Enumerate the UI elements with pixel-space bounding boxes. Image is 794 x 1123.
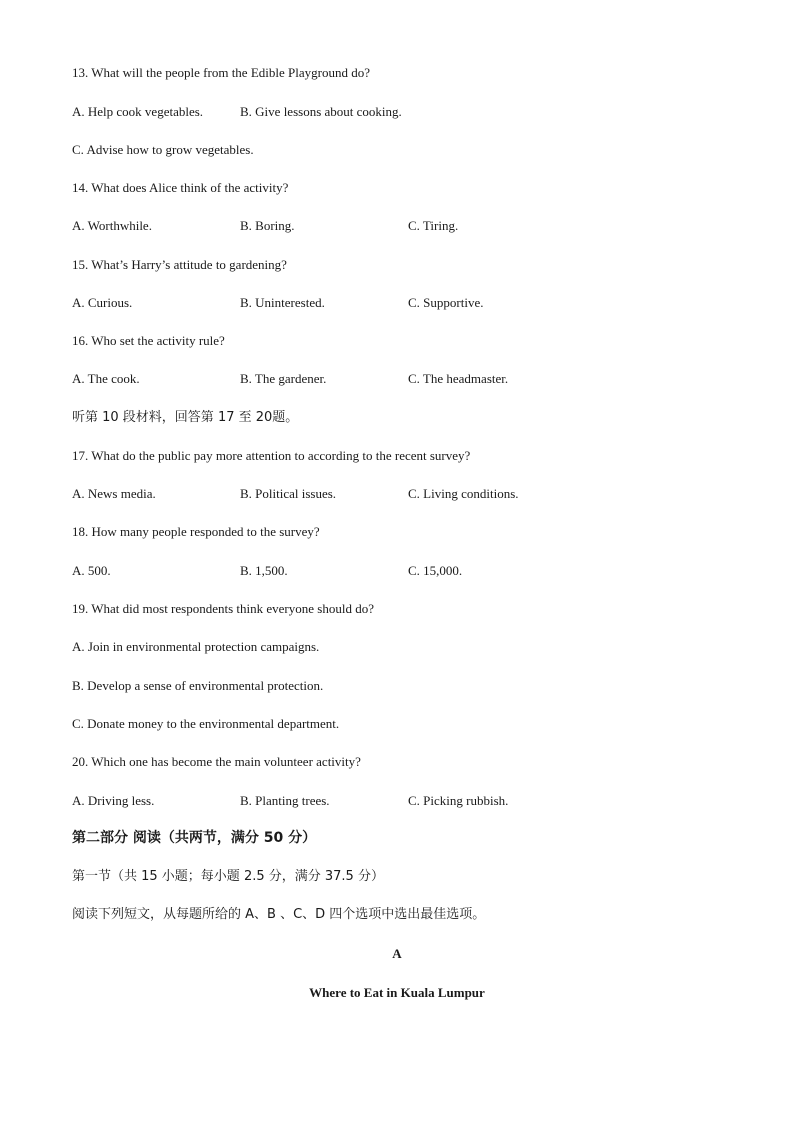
option-c: C. 15,000. [408, 563, 463, 578]
option-a: A. Curious. [72, 295, 133, 310]
option-b: B. 1,500. [240, 563, 288, 578]
part-two-heading: 第二部分 阅读（共两节，满分 50 分） [72, 830, 317, 846]
passage-title: Where to Eat in Kuala Lumpur [309, 985, 485, 1000]
section-one-heading: 第一节（共 15 小题；每小题 2.5 分，满分 37.5 分） [72, 869, 384, 884]
question-18: 18. How many people responded to the survey? [72, 524, 320, 539]
option-a: A. The cook. [72, 371, 140, 386]
option-c: C. Picking rubbish. [408, 793, 509, 808]
option-b: B. Uninterested. [240, 295, 325, 310]
option-a: A. Join in environmental protection campaigns. [72, 639, 320, 654]
reading-instruction: 阅读下列短文，从每题所给的 A、B 、C、D 四个选项中选出最佳选项。 [72, 907, 486, 922]
option-b: B. Develop a sense of environmental protection. [72, 678, 324, 693]
option-b: B. Give lessons about cooking. [240, 104, 402, 119]
question-13-options [72, 103, 672, 121]
question-13: 13. What will the people from the Edible Playground do? [72, 65, 370, 80]
passage-letter: A [392, 946, 402, 961]
option-a: A. Driving less. [72, 793, 155, 808]
option-c: C. Donate money to the environmental department. [72, 716, 340, 731]
option-a: A. Help cook vegetables. [72, 104, 204, 119]
question-17: 17. What do the public pay more attention to according to the recent survey? [72, 448, 471, 463]
option-c: C. The headmaster. [408, 371, 509, 386]
question-14-options [72, 217, 672, 235]
question-17-options [72, 485, 672, 503]
option-b: B. Political issues. [240, 486, 337, 501]
question-15-options [72, 294, 672, 312]
option-c: C. Advise how to grow vegetables. [72, 142, 254, 157]
option-c: C. Living conditions. [408, 486, 519, 501]
option-a: A. Worthwhile. [72, 218, 152, 233]
question-20: 20. Which one has become the main volunteer activity? [72, 754, 361, 769]
option-b: B. Boring. [240, 218, 295, 233]
question-20-options [72, 792, 672, 810]
question-15: 15. What’s Harry’s attitude to gardening? [72, 257, 287, 272]
option-c: C. Tiring. [408, 218, 459, 233]
question-18-options [72, 562, 672, 580]
option-b: B. The gardener. [240, 371, 327, 386]
question-16: 16. Who set the activity rule? [72, 333, 225, 348]
question-16-options [72, 370, 672, 388]
option-a: A. 500. [72, 563, 111, 578]
option-a: A. News media. [72, 486, 156, 501]
question-14: 14. What does Alice think of the activity? [72, 180, 289, 195]
option-c: C. Supportive. [408, 295, 484, 310]
question-19: 19. What did most respondents think everyone should do? [72, 601, 374, 616]
option-b: B. Planting trees. [240, 793, 330, 808]
listening-instruction: 听第 10 段材料，回答第 17 至 20题。 [72, 410, 299, 425]
